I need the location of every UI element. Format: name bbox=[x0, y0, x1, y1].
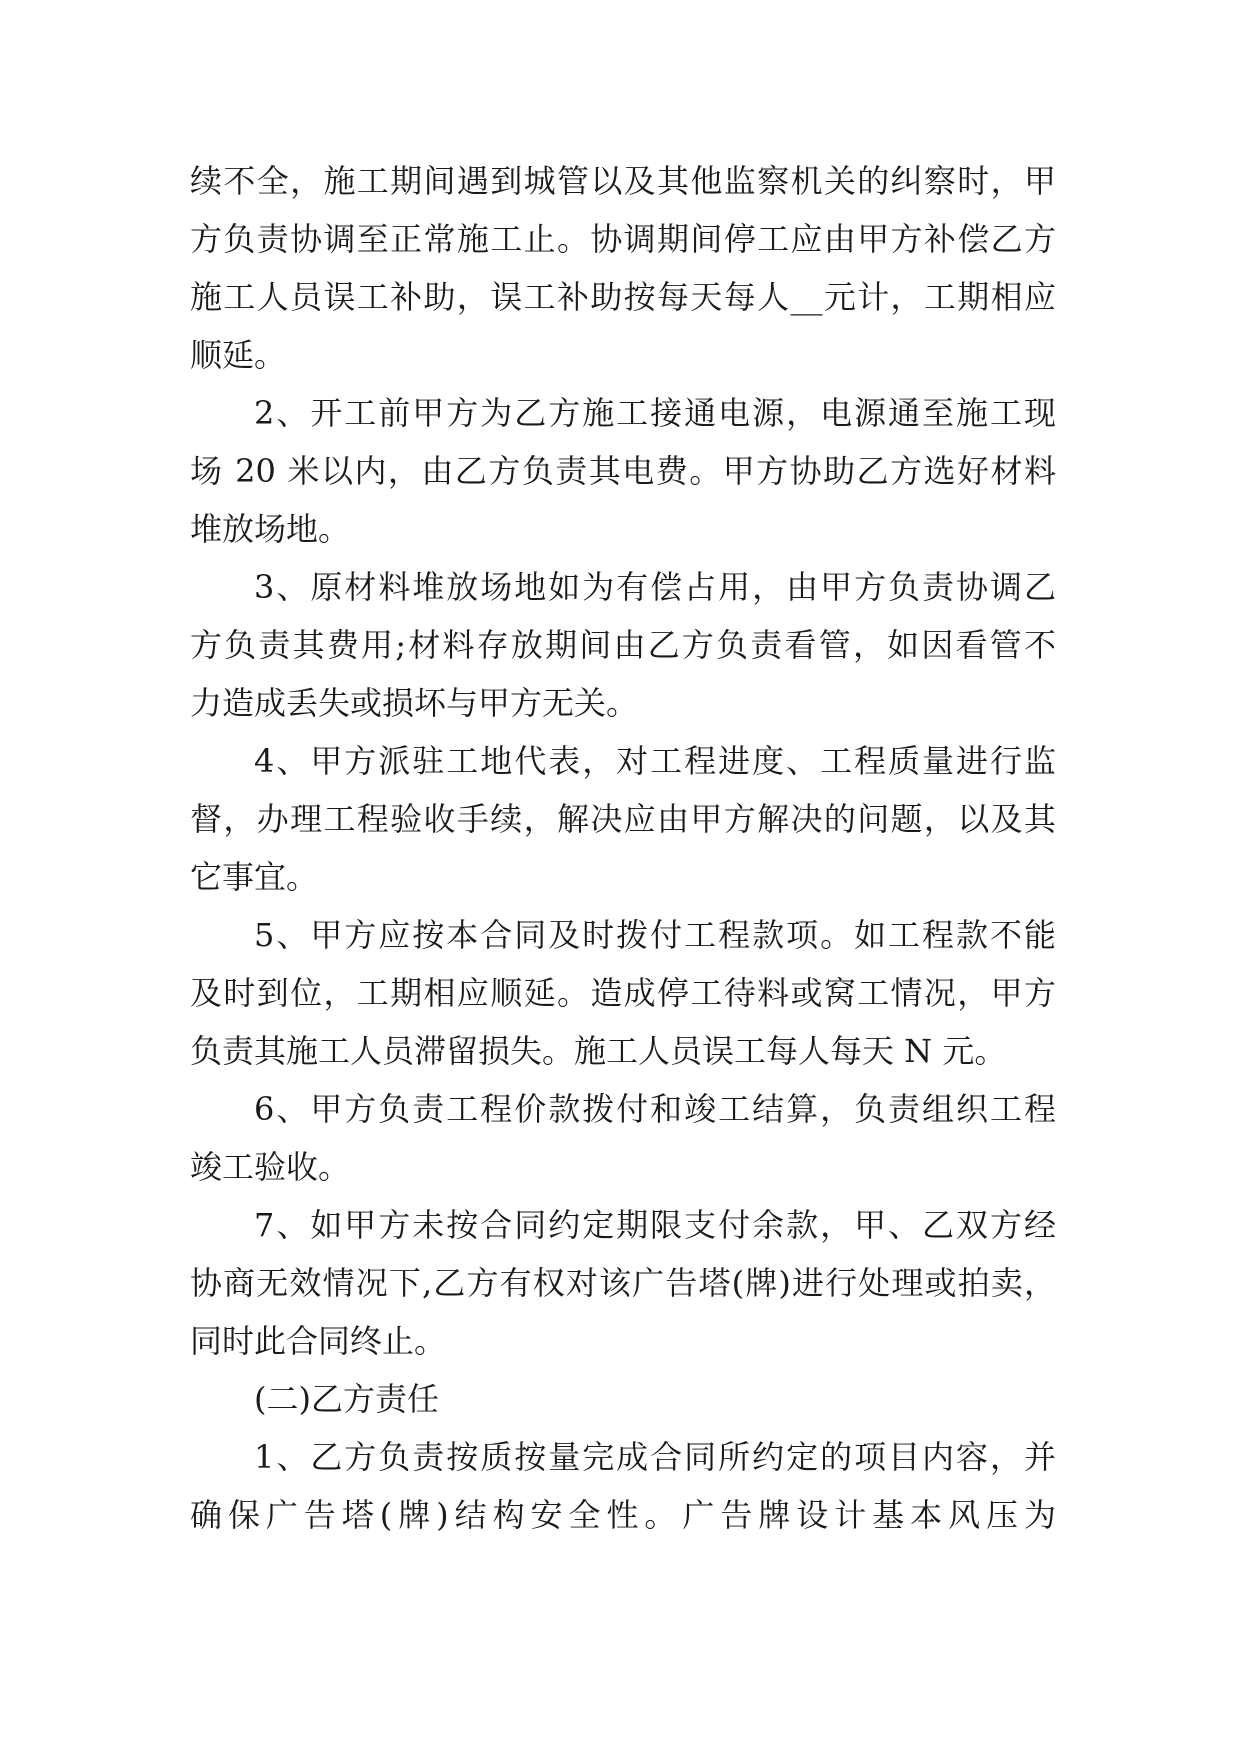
text-line: 续不全，施工期间遇到城管以及其他监察机关的纠察时，甲 bbox=[190, 162, 1056, 200]
text-line: 方负责其费用;材料存放期间由乙方负责看管，如因看管不 bbox=[190, 626, 1056, 664]
text-line: 协商无效情况下,乙方有权对该广告塔(牌)进行处理或拍卖， bbox=[190, 1264, 1056, 1302]
text-line: 负责其施工人员滞留损失。施工人员误工每人每天 N 元。 bbox=[190, 1032, 1007, 1070]
text-line: 6、甲方负责工程价款拨付和竣工结算，负责组织工程 bbox=[254, 1090, 1056, 1128]
text-line: 顺延。 bbox=[190, 336, 287, 374]
text-line: 方负责协调至正常施工止。协调期间停工应由甲方补偿乙方 bbox=[190, 220, 1056, 258]
text-line: 1、乙方负责按质按量完成合同所约定的项目内容，并 bbox=[254, 1438, 1056, 1476]
document-page bbox=[190, 152, 1056, 1544]
text-line: 及时到位，工期相应顺延。造成停工待料或窝工情况，甲方 bbox=[190, 974, 1056, 1012]
text-line: 力造成丢失或损坏与甲方无关。 bbox=[190, 684, 639, 722]
paragraph-7 bbox=[190, 1196, 1056, 1370]
text-line: 5、甲方应按本合同及时拨付工程款项。如工程款不能 bbox=[254, 916, 1056, 954]
paragraph-2 bbox=[190, 384, 1056, 558]
text-line: 7、如甲方未按合同约定期限支付余款，甲、乙双方经 bbox=[254, 1206, 1056, 1244]
text-line: 它事宜。 bbox=[190, 858, 319, 896]
paragraph-8 bbox=[190, 1428, 1056, 1544]
text-line: 竣工验收。 bbox=[190, 1148, 351, 1186]
text-line: 督，办理工程验收手续，解决应由甲方解决的问题，以及其 bbox=[190, 800, 1056, 838]
text-line: 2、开工前甲方为乙方施工接通电源，电源通至施工现 bbox=[254, 394, 1056, 432]
heading-line: (二)乙方责任 bbox=[254, 1380, 439, 1418]
paragraph-1 bbox=[190, 152, 1056, 384]
text-line: 确保广告塔(牌)结构安全性。广告牌设计基本风压为 bbox=[190, 1496, 1056, 1534]
text-line: 4、甲方派驻工地代表，对工程进度、工程质量进行监 bbox=[254, 742, 1056, 780]
section-heading bbox=[190, 1370, 1056, 1428]
paragraph-3 bbox=[190, 558, 1056, 732]
text-line: 堆放场地。 bbox=[190, 510, 351, 548]
text-line: 同时此合同终止。 bbox=[190, 1322, 447, 1360]
text-line: 施工人员误工补助，误工补助按每天每人__元计，工期相应 bbox=[190, 278, 1056, 316]
text-line: 场 20 米以内，由乙方负责其电费。甲方协助乙方选好材料 bbox=[190, 452, 1056, 490]
text-line: 3、原材料堆放场地如为有偿占用，由甲方负责协调乙 bbox=[254, 568, 1056, 606]
paragraph-5 bbox=[190, 906, 1056, 1080]
paragraph-4 bbox=[190, 732, 1056, 906]
paragraph-6 bbox=[190, 1080, 1056, 1196]
